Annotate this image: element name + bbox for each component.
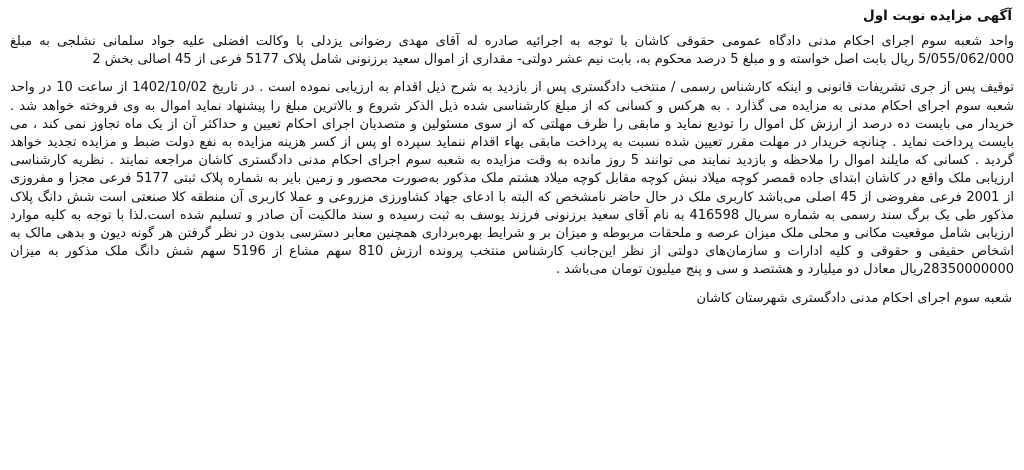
- notice-paragraph-details: توقیف پس از جری تشریفات قانونی و اینکه کارشناس رسمی / منتخب دادگستری پس از بازدید به شرح ذیل اقدام به ارزیابی نموده است . در تاریخ 1402/10/02 از ساعت 10 در واحد شعبه سوم اجرای احکام مدنی به مزایده می گذارد . به هرکس و کسانی که از مبلغ کارشناسی شده ذیل الذکر شروع و بالاترین مبلغ را پیشنهاد نماید اموال به وی فروخته خواهد شد . خریدار می بایست ده درصد از ارزش کل اموال را تودیع نماید و مابقی را ظرف مهلتی که از سوی مسئولین و متصدیان اجرای احکام تعیین و حداکثر آن از یک ماه تجاوز نمی کند ، می بایست پرداخت نماید . چنانچه خریدار در مهلت مقرر تعیین شده نسبت به پرداخت مابقی بهاء اقدام ننماید سپرده او پس از کسر هزینه مزایده به نفع دولت ضبط و مزایده تجدید خواهد گردید . کسانی که مایلند اموال را ملاحظه و بازدید نمایند می توانند 5 روز مانده به وقت مزایده به شعبه سوم اجرای احکام مدنی دادگستری کاشان مراجعه نمایند . نظریه کارشناسی ارزیابی ملک واقع در کاشان ابتدای جاده قمصر کوچه میلاد نبش کوچه مقابل کوچه میلاد هشتم ملک مذکور به‌صورت محصور و زمین بایر به شماره پلاک ثبتی 5177 فرعی مجزا و مفروزی از 2001 فرعی مفروضی از 45 اصلی می‌باشد کاربری ملک در حال حاضر نامشخص که البته با ادعای جهاد کشاورزی مزروعی و عملا کاربری آن منطقه کلا صنعتی است شش دانگ پلاک مذکور طی یک برگ سند رسمی به شماره سریال 416598 به نام آقای سعید برزنونی فرزند یوسف به ثبت رسیده و سند مالکیت آن صادر و تسلیم شده است.لذا با توجه به کلیه موارد ارزیابی شامل موقعیت مکانی و محلی ملک میزان عرصه و ملحقات مربوطه و میزان بر و شرایط بهره‌برداری همچنین معابر دسترسی بدون در نظر گرفتن هر گونه دیون و بدهی مالک به اشخاص حقیقی و حقوقی و کلیه ادارات و سازمان‌های دولتی از نظر این‌جانب کارشناس منتخب پرونده ارزش 810 سهم مشاع از 5196 سهم شش دانگ ملک مذکور به میزان 28350000000ریال معادل دو میلیارد و هشتصد و سی و پنج میلیون تومان می‌باشد .: [10, 80, 1015, 278]
- notice-title: آگهی مزایده نوبت اول: [863, 8, 1012, 24]
- notice-paragraph-intro: واحد شعبه سوم اجرای احکام مدنی دادگاه عمومی حقوقی کاشان با توجه به اجرائیه صادره له آقای مهدی رضوانی یزدلی با وکالت افضلی علیه جواد سلمانی نشلجی به مبلغ 5/055/062/000 ریال بابت اصل خواسته و و مبلغ 5 درصد محکوم به، بابت نیم عشر دولتی- مقداری از اموال سعید برزنونی شامل پلاک 5177 فرعی از 45 اصالی بخش 2: [10, 34, 1014, 68]
- notice-signature: شعبه سوم اجرای احکام مدنی دادگستری شهرستان کاشان: [696, 290, 1012, 306]
